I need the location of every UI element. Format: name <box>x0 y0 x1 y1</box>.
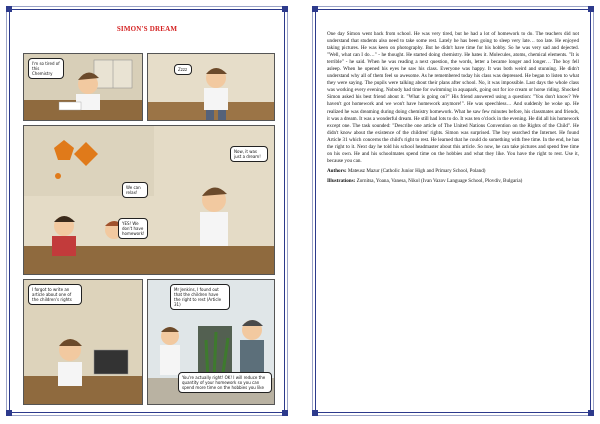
authors-text: Mateusz Mazur (Catholic Junior High and Primary School, Poland) <box>347 167 486 174</box>
comic-title: SIMON'S DREAM <box>116 25 178 33</box>
frame-corner <box>312 410 318 416</box>
speech-bubble: Now, it was just a dream! <box>230 146 268 162</box>
frame-corner <box>312 6 318 12</box>
frame-corner <box>588 6 594 12</box>
comic-page <box>6 6 288 416</box>
story-paragraph: One day Simon went back from school. He was very tired, but he had a lot of homework to do. The teachers did not understand that students also need to take some rest. Lately he has been going to sleep very late… too late. He enjoyed taking pictures. He was keen on photography. But he didn't have time for his hobby. So he was very sad and dejected. "Well, what can I do…" - he thought. He started doing chemistry. He hates it. Molecules, atoms, chemical elements. "It is terrible" - he said. When he was reading a next question, the words, letter a became longer and longer… The boy fell asleep. When he opened his eyes he saw his class. Everyone was happy. It was both weird and stunning. He didn't understand why all of them feel so awesome. As he remembered today his class was depressed. He began to listen to what they were saying. The pupils were talking about their plans after school. No, it was impossible. Last days the whole class was working every evening. Nobody had time for swimming in aquapark, going out for ice cream or horse riding. Shocked Simon asked his best friend about it. "What is going on?" His friend answered using a question: "You don't know? We haven't got homework and we won't have homework anymore!". He was speechless… And suddenly he woke up. He realized he was dreaming during doing chemistry homework. What he saw few minutes before, his classmates and friends, it was a dream. It was a wonderful dream. He still had lots to do. It was ten o'clock in the evening. He did all his homework except one. The task sounded: "Describe one article of The United Nations Convention on the Rights of the Child". He didn't know about the existence of the children' rights. Simon was surprised. The boy searched the Internet. He found Article 31 which concerns the child's right to rest. He learned that he could do something with free time. In the end, he has the right to it. Next day he told his school headmaster about this article. So now, he can take pictures and spend free time on his own. He and his schoolmates spend time on the hobbies and what they like. You have the right to rest. Use it, because you can. <box>327 31 579 164</box>
speech-bubble: I forgot to write an article about one of the children's rights <box>28 284 82 305</box>
frame-corner <box>6 6 12 12</box>
speech-bubble: You're actually right! OK! I will reduce the quantity of your homework so you can spend more time on the hobbies you like <box>178 372 272 393</box>
speech-bubble: YES! We don't have homework! <box>118 218 148 239</box>
comic-panel-forgot <box>23 279 143 405</box>
story-body <box>327 31 579 188</box>
speech-bubble: We can relax! <box>122 182 148 198</box>
speech-bubble: Zzzz <box>174 64 192 75</box>
comic-panel-teacher <box>147 279 275 405</box>
authors-label: Authors: <box>327 167 347 174</box>
frame-corner <box>282 410 288 416</box>
illustrations-label: Illustrations: <box>327 177 356 184</box>
comic-panel-tired <box>23 53 143 121</box>
comic-panel-dream <box>23 125 275 275</box>
frame-corner <box>588 410 594 416</box>
frame-corner <box>6 410 12 416</box>
story-page <box>312 6 594 416</box>
speech-bubble: Mr Jenkins, I found out that the children have the right to rest (Article 31) <box>170 284 230 310</box>
speech-bubble: I'm so tired of this Chemistry <box>28 58 64 79</box>
comic-panel-sleeping <box>147 53 275 121</box>
illustrations-line <box>327 178 579 185</box>
authors-line <box>327 168 579 175</box>
illustrations-text: Zornitsa, Yoana, Vanesa, Nikol (Ivan Vazov Language School, Plovdiv, Bulgaria) <box>356 177 523 184</box>
panel-illustration <box>148 54 275 121</box>
frame-corner <box>282 6 288 12</box>
